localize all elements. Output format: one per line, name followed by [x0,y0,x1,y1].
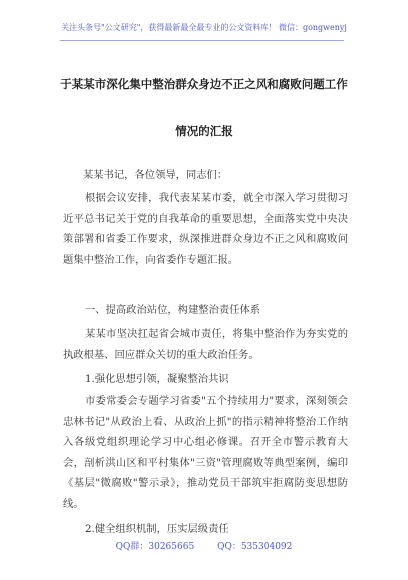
footer-contact [0,539,408,552]
subsection-1-heading: 1.强化思想引领，凝聚整治共识 [85,373,229,385]
subsection-2-heading: 2.健全组织机制，压实层级责任 [85,523,229,535]
subsection-1-paragraph: 市委常委会专题学习省委"五个持续用力"要求，深刻领会忠林书记"从政治上看、从政治上抓"的指示精神将整治工作纳入各级党组织理论学习中心组必修课。召开全市警示教育大会，剖析洪山区和平村集体"三资"管理腐败等典型案例，编印《基层"微腐败"警示录》，推动党员干部筑牢拒腐防变思想防线。 [63,395,348,510]
footer-qq: QQ：535304092 [217,542,293,552]
document-title-line-2: 情况的汇报 [175,124,233,138]
section-1-heading: 一、提高政治站位，构建整治责任体系 [85,304,261,316]
header-divider [60,40,344,41]
footer-qq-group: QQ群：30265665 [115,542,195,552]
salutation: 某某书记，各位领导，同志们： [83,169,228,181]
header-banner: 关注头条号"公文研究"，获得最新最全最专业的公文资料库！ 微信：gongwenyj [61,23,347,32]
intro-paragraph: 根据会议安排，我代表某某市委，就全市深入学习贯彻习近平总书记关于党的自我革命的重要思想，全面落实党中央决策部署和省委工作要求，纵深推进群众身边不正之风和腐败问题集中整治工作，向省委作专题汇报。 [63,192,348,266]
section-1-paragraph: 某某市坚决扛起省会城市责任，将集中整治作为夯实党的执政根基、回应群众关切的重大政治任务。 [63,328,348,361]
document-title-line-1: 于某某市深化集中整治群众身边不正之风和腐败问题工作 [60,77,348,91]
